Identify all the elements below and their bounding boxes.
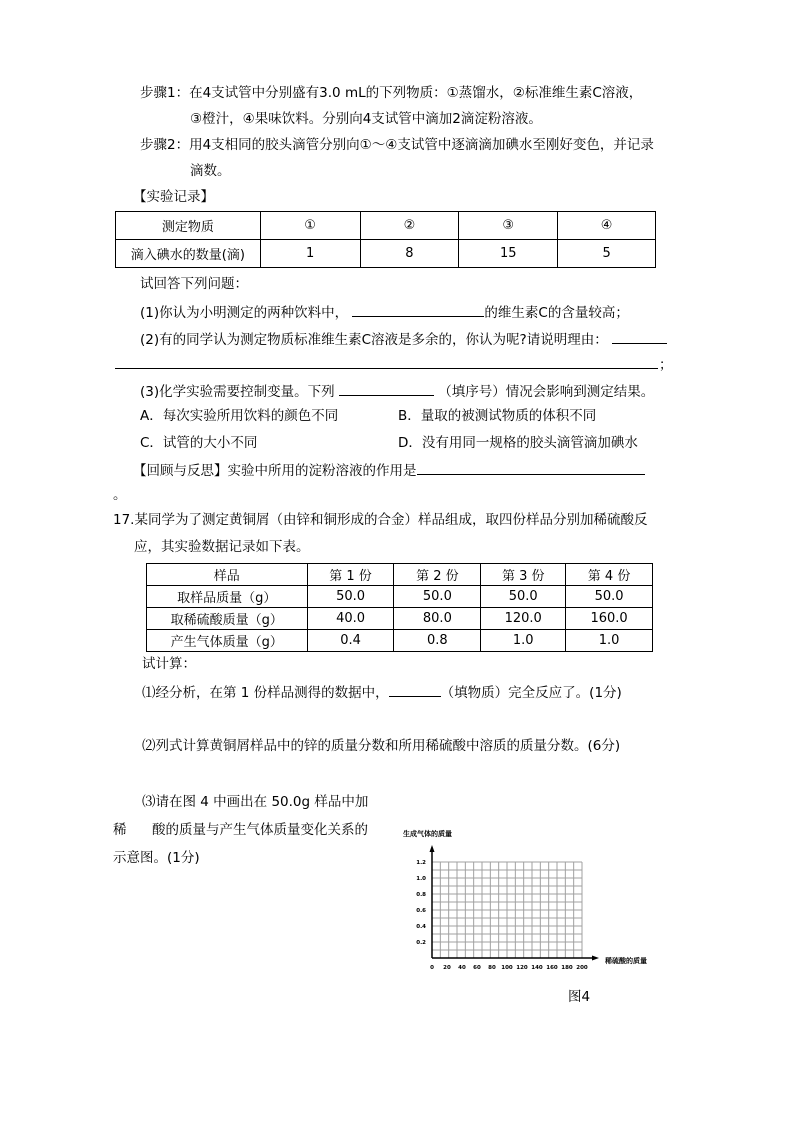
table-cell: 8 [360, 240, 459, 268]
table-cell: 50.0 [481, 586, 566, 608]
reflection [133, 460, 645, 480]
experiment-record-table [115, 211, 656, 268]
sub-question-1-prefix: ⑴经分析，在第 1 份样品测得的数据中， [142, 685, 389, 701]
x-tick-label: 80 [488, 965, 496, 971]
step2-line1: 步骤2：用4支相同的胶头滴管分别向①～④支试管中逐滴滴加碘水至刚好变色，并记录 [140, 137, 654, 153]
answer-blank-2b[interactable] [115, 368, 658, 369]
x-tick-label: 140 [531, 965, 543, 971]
x-tick-label: 40 [458, 965, 466, 971]
question-2-end: ； [659, 357, 673, 373]
answer-blank-s1[interactable] [389, 682, 441, 697]
y-tick-label: 1.0 [416, 876, 426, 882]
gas-mass-chart[interactable] [395, 820, 685, 980]
table-cell: ② [360, 212, 459, 240]
x-axis-label: 稀硫酸的质量 [605, 957, 647, 965]
question-1-prefix: (1)你认为小明测定的两种饮料中， [140, 305, 349, 321]
question-1-suffix: 的维生素C的含量较高； [484, 305, 629, 321]
table-header-row [147, 564, 653, 586]
table-cell: 50.0 [307, 586, 394, 608]
question-3 [140, 381, 654, 401]
x-tick-label: 160 [546, 965, 558, 971]
sample-data-table [146, 563, 653, 652]
calc-prompt: 试计算： [142, 656, 196, 672]
step1-line1: 步骤1：在4支试管中分别盛有3.0 mL的下列物质：①蒸馏水，②标准维生素C溶液， [140, 85, 643, 101]
answer-blank-reflection[interactable] [417, 460, 645, 475]
table-cell: 1.0 [481, 630, 566, 652]
option-b: B．量取的被测试物质的体积不同 [398, 408, 597, 424]
table-cell: ① [260, 212, 360, 240]
table-row [147, 586, 653, 608]
table-cell: 120.0 [481, 608, 566, 630]
reflection-text: 【回顾与反思】实验中所用的淀粉溶液的作用是 [133, 463, 417, 479]
table-header-cell: 第 4 份 [566, 564, 653, 586]
table-cell: 取稀硫酸质量（g） [147, 608, 308, 630]
figure-caption: 图4 [568, 989, 591, 1005]
table-header-cell: 第 1 份 [307, 564, 394, 586]
table-cell: 1.0 [566, 630, 653, 652]
table-cell: ④ [558, 212, 656, 240]
sub-question-1 [142, 682, 622, 702]
table-cell: 0.8 [394, 630, 481, 652]
question-3-prefix: (3)化学实验需要控制变量。下列 [140, 384, 335, 400]
y-tick-label: 1.2 [416, 860, 426, 866]
y-tick-label: 0.8 [416, 892, 426, 898]
table-cell: 滴入碘水的数量(滴) [116, 240, 261, 268]
sub-question-2: ⑵列式计算黄铜屑样品中的锌的质量分数和所用稀硫酸中溶质的质量分数。(6分) [142, 738, 621, 754]
sub-question-3-line2b: 酸的质量与产生气体质量变化关系的 [152, 822, 368, 838]
x-axis-arrow-icon [592, 956, 599, 961]
table-row [116, 240, 656, 268]
q17-line1: 17.某同学为了测定黄铜屑（由锌和铜形成的合金）样品组成，取四份样品分别加稀硫酸反 [113, 512, 648, 528]
table-cell: 0.4 [307, 630, 394, 652]
y-tick-label: 0.6 [416, 908, 426, 914]
q17-line2: 应，其实验数据记录如下表。 [134, 539, 310, 555]
step1-line2: ③橙汁，④果味饮料。分别向4支试管中滴加2滴淀粉溶液。 [190, 111, 542, 127]
y-tick-label: 0.2 [416, 940, 426, 946]
table-cell: 测定物质 [116, 212, 261, 240]
y-axis-arrow-icon [430, 845, 435, 852]
question-1 [140, 302, 629, 322]
sub-question-1-suffix: （填物质）完全反应了。(1分) [440, 685, 622, 701]
record-heading: 【实验记录】 [133, 189, 214, 205]
table-row [147, 608, 653, 630]
chart-grid [432, 862, 582, 958]
table-cell: 40.0 [307, 608, 394, 630]
x-tick-label: 180 [561, 965, 573, 971]
answer-blank-2a[interactable] [612, 329, 667, 344]
answer-blank-3[interactable] [339, 381, 434, 396]
step2-line2: 滴数。 [190, 163, 231, 179]
question-2 [140, 329, 667, 349]
x-tick-label: 0 [430, 965, 434, 971]
answer-blank-1[interactable] [352, 302, 484, 317]
table-cell: 50.0 [394, 586, 481, 608]
sub-question-3-line1: ⑶请在图 4 中画出在 50.0g 样品中加 [142, 794, 369, 810]
x-tick-label: 200 [576, 965, 588, 971]
option-c: C．试管的大小不同 [140, 435, 258, 451]
table-row [147, 630, 653, 652]
table-cell: ③ [459, 212, 558, 240]
table-cell: 取样品质量（g） [147, 586, 308, 608]
answer-prompt: 试回答下列问题： [140, 276, 248, 292]
option-d: D．没有用同一规格的胶头滴管滴加碘水 [398, 435, 638, 451]
reflection-end: 。 [113, 487, 127, 503]
x-tick-label: 120 [516, 965, 528, 971]
option-a: A．每次实验所用饮料的颜色不同 [140, 408, 339, 424]
table-cell: 80.0 [394, 608, 481, 630]
x-tick-label: 60 [473, 965, 481, 971]
sub-question-3-line3: 示意图。(1分) [113, 850, 200, 866]
sub-question-3-line2a: 稀 [113, 822, 127, 838]
table-cell: 5 [558, 240, 656, 268]
table-header-cell: 样品 [147, 564, 308, 586]
table-cell: 50.0 [566, 586, 653, 608]
table-cell: 产生气体质量（g） [147, 630, 308, 652]
question-2-text: (2)有的同学认为测定物质标准维生素C溶液是多余的，你认为呢?请说明理由： [140, 332, 608, 348]
chart-ticks [416, 860, 588, 971]
table-cell: 15 [459, 240, 558, 268]
x-tick-label: 20 [443, 965, 451, 971]
table-header-cell: 第 2 份 [394, 564, 481, 586]
x-tick-label: 100 [501, 965, 513, 971]
y-tick-label: 0.4 [416, 924, 426, 930]
table-cell: 160.0 [566, 608, 653, 630]
table-row [116, 212, 656, 240]
table-header-cell: 第 3 份 [481, 564, 566, 586]
table-cell: 1 [260, 240, 360, 268]
y-axis-label: 生成气体的质量 [403, 830, 452, 838]
question-3-suffix: （填序号）情况会影响到测定结果。 [438, 384, 655, 400]
